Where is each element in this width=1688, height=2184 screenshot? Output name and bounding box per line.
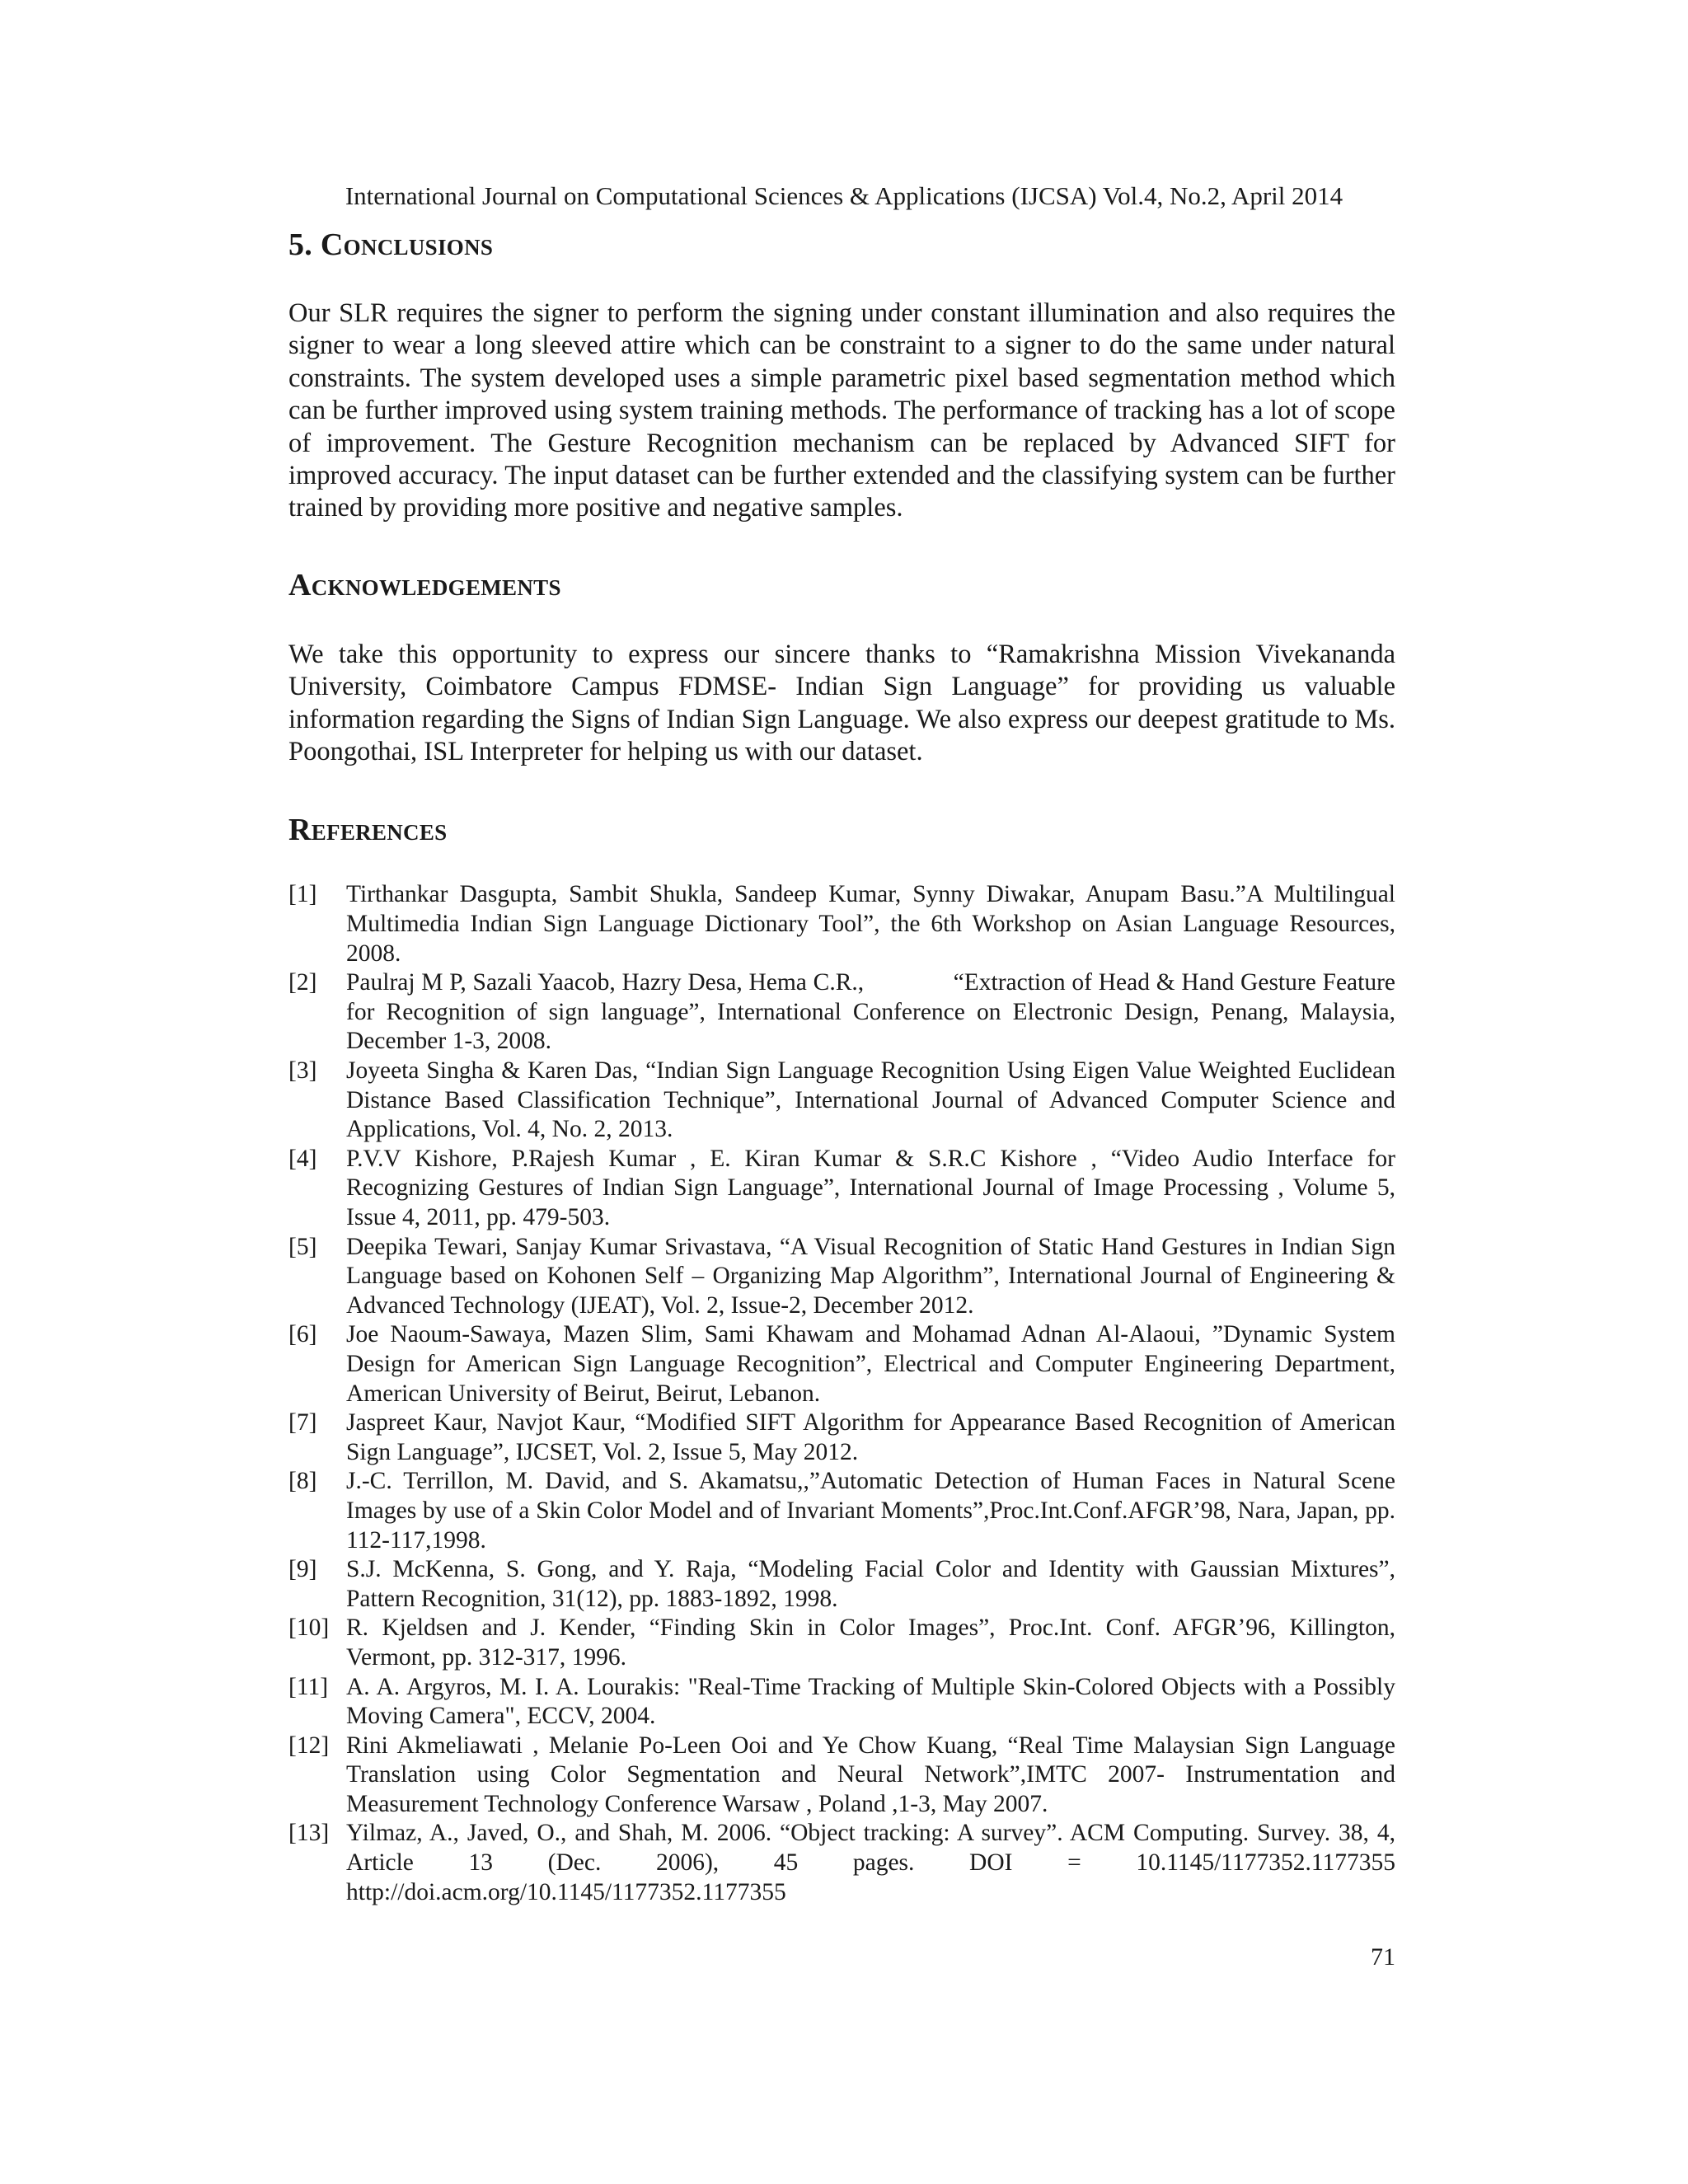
running-header: International Journal on Computational Sciences & Applications (IJCSA) Vol.4, No.2, April 2014 bbox=[345, 181, 1343, 210]
reference-text: A. A. Argyros, M. I. A. Lourakis: "Real-Time Tracking of Multiple Skin-Colored Objects with a Possibly Moving Camera", ECCV, 2004. bbox=[346, 1673, 1395, 1730]
page-content bbox=[288, 221, 1402, 1907]
reference-item bbox=[288, 1320, 1395, 1408]
reference-item bbox=[288, 1057, 1395, 1145]
reference-text: R. Kjeldsen and J. Kender, “Finding Skin in Color Images”, Proc.Int. Conf. AFGR’96, Killington, Vermont, pp. 312-317, 1996. bbox=[346, 1615, 1395, 1671]
reference-text: Paulraj M P, Sazali Yaacob, Hazry Desa, Hema C.R., “Extraction of Head & Hand Gesture Feature for Recognition of sign language”, International Conference on Electronic Design, Penang, Malaysia, December 1-3, 2008. bbox=[346, 969, 1402, 1055]
reference-item bbox=[288, 1145, 1395, 1233]
reference-number: [12] bbox=[288, 1732, 330, 1759]
reference-text: Deepika Tewari, Sanjay Kumar Srivastava, “A Visual Recognition of Static Hand Gestures in Indian Sign Language based on Kohonen Self – Organizing Map Algorithm”, International Journal of Engineering & Advanced Technology (IJEAT), Vol. 2, Issue-2, December 2012. bbox=[346, 1233, 1395, 1319]
reference-number: [10] bbox=[288, 1615, 330, 1642]
reference-number: [9] bbox=[288, 1556, 317, 1583]
reference-number: [2] bbox=[288, 969, 317, 996]
reference-text: S.J. McKenna, S. Gong, and Y. Raja, “Modeling Facial Color and Identity with Gaussian Mixtures”, Pattern Recognition, 31(12), pp. 1883-1892, 1998. bbox=[346, 1556, 1395, 1612]
reference-item bbox=[288, 880, 1395, 968]
reference-text: Rini Akmeliawati , Melanie Po-Leen Ooi and Ye Chow Kuang, “Real Time Malaysian Sign Language Translation using Color Segmentation and Neural Network”,IMTC 2007- Instrumentation and Measurement Technology Conference Warsaw , Poland ,1-3, May 2007. bbox=[346, 1732, 1395, 1817]
reference-text: P.V.V Kishore, P.Rajesh Kumar , E. Kiran Kumar & S.R.C Kishore , “Video Audio Interface for Recognizing Gestures of Indian Sign Language”, International Journal of Image Processing , Volume 5, Issue 4, 2011, pp. 479-503. bbox=[346, 1145, 1395, 1230]
reference-number: [3] bbox=[288, 1057, 317, 1085]
reference-list bbox=[288, 880, 1402, 1907]
reference-number: [1] bbox=[288, 881, 317, 908]
reference-item bbox=[288, 1614, 1395, 1672]
reference-text: J.-C. Terrillon, M. David, and S. Akamatsu,,”Automatic Detection of Human Faces in Natural Scene Images by use of a Skin Color Model and of Invariant Moments”,Proc.Int.Conf.AFGR’98, Nara, Japan, pp. 112-117,1998. bbox=[346, 1468, 1395, 1554]
page-number: 71 bbox=[1371, 1943, 1395, 1971]
reference-item bbox=[288, 1233, 1395, 1321]
reference-item bbox=[288, 1467, 1395, 1555]
reference-number: [4] bbox=[288, 1145, 317, 1172]
reference-item bbox=[288, 1732, 1395, 1820]
reference-text: Joyeeta Singha & Karen Das, “Indian Sign Language Recognition Using Eigen Value Weighted Euclidean Distance Based Classification Technique”, International Journal of Advanced Computer Science and Applications, Vol. 4, No. 2, 2013. bbox=[346, 1057, 1395, 1143]
reference-item bbox=[288, 1819, 1395, 1907]
reference-text: Joe Naoum-Sawaya, Mazen Slim, Sami Khawam and Mohamad Adnan Al-Alaoui, ”Dynamic System Design for American Sign Language Recognition”, Electrical and Computer Engineering Department, American University of Beirut, Beirut, Lebanon. bbox=[346, 1321, 1395, 1407]
reference-item bbox=[288, 1408, 1395, 1467]
reference-number: [5] bbox=[288, 1233, 317, 1260]
reference-item bbox=[288, 1673, 1395, 1732]
references-heading: References bbox=[288, 813, 448, 848]
conclusions-paragraph: Our SLR requires the signer to perform the signing under constant illumination and also requires the signer to wear a long sleeved attire which can be constraint to a signer to do the same under natural constraints. The system developed uses a simple parametric pixel based segmentation method which can be further improved using system training methods. The performance of tracking has a lot of scope of improvement. The Gesture Recognition mechanism can be replaced by Advanced SIFT for improved accuracy. The input dataset can be further extended and the classifying system can be further trained by providing more positive and negative samples. bbox=[288, 298, 1395, 523]
reference-number: [11] bbox=[288, 1673, 329, 1700]
reference-text: Jaspreet Kaur, Navjot Kaur, “Modified SIFT Algorithm for Appearance Based Recognition of American Sign Language”, IJCSET, Vol. 2, Issue 5, May 2012. bbox=[346, 1409, 1395, 1465]
reference-text: Tirthankar Dasgupta, Sambit Shukla, Sandeep Kumar, Synny Diwakar, Anupam Basu.”A Multilingual Multimedia Indian Sign Language Dictionary Tool”, the 6th Workshop on Asian Language Resources, 2008. bbox=[346, 881, 1395, 967]
reference-number: [6] bbox=[288, 1321, 317, 1348]
reference-number: [7] bbox=[288, 1409, 317, 1436]
conclusions-heading: 5. Conclusions bbox=[288, 227, 494, 262]
reference-item bbox=[288, 1555, 1395, 1614]
reference-number: [8] bbox=[288, 1468, 317, 1495]
acknowledgements-paragraph: We take this opportunity to express our sincere thanks to “Ramakrishna Mission Vivekananda University, Coimbatore Campus FDMSE- Indian Sign Language” for providing us valuable information regarding the Signs of Indian Sign Language. We also express our deepest gratitude to Ms. Poongothai, ISL Interpreter for helping us with our dataset. bbox=[288, 639, 1395, 767]
reference-item bbox=[288, 968, 1402, 1057]
reference-text: Yilmaz, A., Javed, O., and Shah, M. 2006. “Object tracking: A survey”. ACM Computing. Survey. 38, 4, Article 13 (Dec. 2006), 45 pages. DOI = 10.1145/1177352.1177355 http://doi.acm.org/10.1145/1177352.1177355 bbox=[346, 1820, 1395, 1905]
reference-number: [13] bbox=[288, 1820, 330, 1847]
acknowledgements-heading: Acknowledgements bbox=[288, 567, 561, 602]
